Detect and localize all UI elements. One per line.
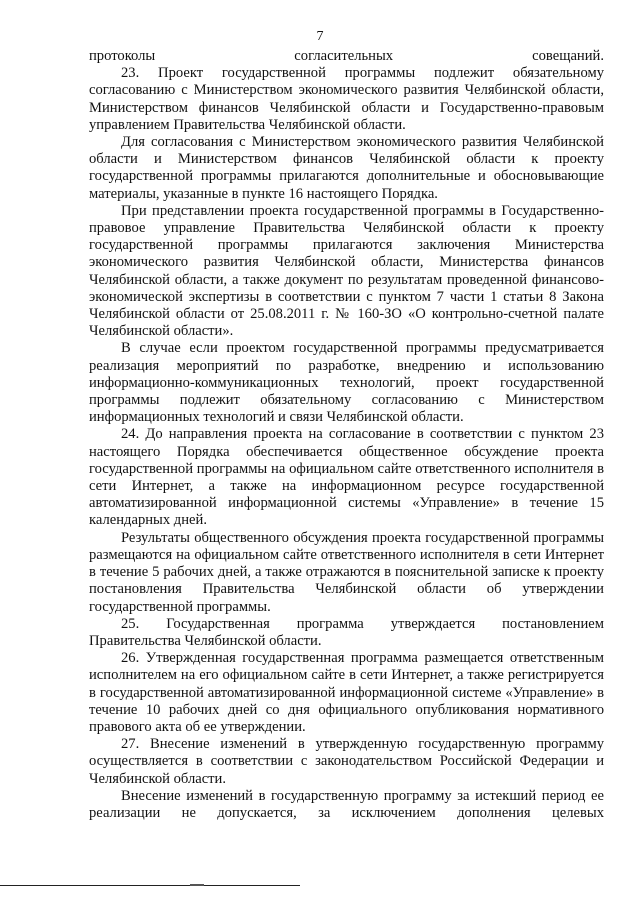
paragraph-27: 27. Внесение изменений в утвержденную государственную программу осуществляется в соответствии с законодательством Российской Федерации и Челябинской области. xyxy=(89,736,604,787)
page-number: 7 xyxy=(316,29,324,44)
paragraph-26: 26. Утвержденная государственная программа размещается ответственным исполнителем на его официальном сайте в сети Интернет, а также регистрируется в государственной автоматизированной информационной системе «Управление» в течение 10 рабочих дней со дня официального опубликования нормативного правового акта об ее утверждении. xyxy=(89,650,604,735)
paragraph-23: 23. Проект государственной программы подлежит обязательному согласованию с Министерством экономического развития Челябинской области, Министерством финансов Челябинской области и Государственно-правовым управлением Правительства Челябинской области. xyxy=(89,65,604,133)
paragraph-24: 24. До направления проекта на согласование в соответствии с пунктом 23 настоящего Порядка обеспечивается общественное обсуждение проекта государственной программы на официальном сайте ответственного исполнителя в сети Интернет, а также на информационном ресурсе государственной автоматизированной информационной системы «Управление» в течение 15 календарных дней. xyxy=(89,426,604,529)
paragraph-23-ict: В случае если проектом государственной программы предусматривается реализация мероприятий по разработке, внедрению и использованию информационно-коммуникационных технологий, проект государственной программы подлежит обязательному согласованию с Министерством информационных технологий и связи Челябинской области. xyxy=(89,340,604,426)
paragraph-24-results: Результаты общественного обсуждения проекта государственной программы размещаются на официальном сайте ответственного исполнителя в сети Интернет в течение 5 рабочих дней, а также отражаются в пояснительной записке к проекту постановления Правительства Челябинской области об утверждении государственной программы. xyxy=(89,529,604,615)
paragraph-23-legal-submission: При представлении проекта государственной программы в Государственно-правовое управление Правительства Челябинской области к проекту государственной программы прилагаются заключения Министерства экономического развития Челябинской области, Министерства финансов Челябинской области, а также документ по результатам проведенной финансово-экономической экспертизы в соответствии с пунктом 7 части 1 статьи 8 Закона Челябинской области от 25.08.2011 г. № 160-ЗО «О контрольно-счетной палате Челябинской области». xyxy=(89,202,604,340)
paragraph-25: 25. Государственная программа утверждается постановлением Правительства Челябинской области. xyxy=(89,615,604,649)
document-body xyxy=(89,48,604,822)
paragraph-27-changes: Внесение изменений в государственную программу за истекший период ее реализации не допускается, за исключением дополнения целевых xyxy=(89,787,604,821)
paragraph-23-approval-materials: Для согласования с Министерством экономического развития Челябинской области и Министерством финансов Челябинской области к проекту государственной программы прилагаются дополнительные и обосновывающие материалы, указанные в пункте 16 настоящего Порядка. xyxy=(89,134,604,202)
footer-rule xyxy=(0,885,300,886)
paragraph-continuation: протоколы согласительных совещаний. xyxy=(89,48,604,64)
